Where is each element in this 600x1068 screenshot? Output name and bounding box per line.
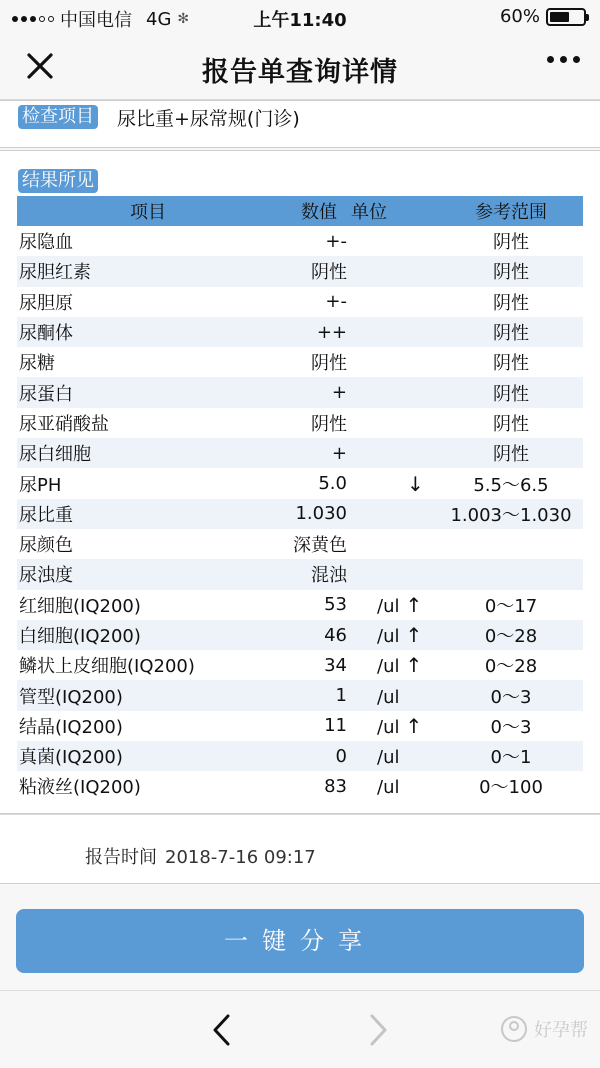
result-unit-cell (347, 559, 439, 589)
browser-toolbar (0, 990, 600, 1068)
result-unit-cell (347, 256, 439, 286)
result-item-name: 尿亚硝酸盐 (19, 413, 109, 435)
result-reference: 阴性 (439, 317, 583, 347)
result-row (17, 347, 583, 377)
watermark-text: 好孕帮 (534, 1020, 588, 1041)
result-unit: /ul (377, 686, 400, 708)
result-unit-cell (347, 680, 439, 710)
battery-icon (546, 8, 586, 26)
result-reference: 阴性 (493, 232, 529, 254)
result-item-name: 尿隐血 (19, 232, 73, 254)
clock: 上午11:40 (253, 10, 347, 31)
result-value: 5.0 (318, 473, 347, 495)
result-unit-cell (347, 377, 439, 407)
result-row (17, 741, 583, 771)
result-unit-cell (347, 711, 439, 741)
share-button[interactable]: 一键分享 (16, 909, 584, 973)
result-unit-cell (347, 408, 439, 438)
result-value: 83 (324, 775, 347, 797)
network-type: 4G (146, 8, 172, 30)
result-row (17, 771, 583, 801)
activity-spinner-icon: ✻ (177, 11, 190, 27)
result-value: 46 (279, 620, 347, 650)
result-unit: /ul (377, 656, 400, 678)
result-unit: /ul (377, 626, 400, 647)
abnormal-flag-icon: ↑ (405, 592, 423, 617)
result-item-name: 尿白细胞 (17, 438, 279, 468)
result-row (17, 559, 583, 589)
result-reference: 阴性 (493, 353, 529, 375)
exam-card (0, 100, 600, 148)
result-value: 阴性 (279, 256, 347, 286)
result-item-name: 尿酮体 (17, 317, 279, 347)
result-item-name: 白细胞(IQ200) (17, 620, 279, 650)
result-value: +- (325, 230, 347, 252)
result-unit-cell (347, 499, 439, 529)
results-tag: 结果所见 (18, 169, 98, 193)
result-value: 1.030 (279, 499, 347, 529)
result-unit-cell (347, 590, 439, 620)
result-row (17, 590, 583, 620)
exam-tag: 检查项目 (18, 105, 98, 129)
result-value: 0 (279, 741, 347, 771)
result-value: 混浊 (279, 559, 347, 589)
column-header-item: 项目 (17, 196, 279, 226)
result-row (17, 226, 583, 256)
result-value: + (279, 377, 347, 407)
results-card (0, 150, 600, 814)
result-item-name: 结晶(IQ200) (19, 716, 123, 738)
result-value: 11 (324, 715, 347, 737)
result-value: 1 (279, 680, 347, 710)
result-reference: 阴性 (439, 377, 583, 407)
result-item-name: 尿浊度 (17, 559, 279, 589)
results-table (17, 196, 583, 802)
result-reference: 5.5～6.5 (473, 474, 549, 496)
result-item-name: 尿胆原 (19, 292, 73, 314)
result-value: +- (325, 291, 347, 313)
hyb-logo-icon (500, 1015, 528, 1043)
result-reference: 阴性 (493, 292, 529, 314)
result-reference: 阴性 (439, 438, 583, 468)
report-time-label: 报告时间 (85, 847, 157, 868)
abnormal-flag-icon: ↓ (407, 471, 424, 496)
result-reference: 阴性 (493, 413, 529, 435)
battery-percent: 60% (499, 6, 540, 27)
result-reference: 0～28 (439, 620, 583, 650)
result-item-name: 红细胞(IQ200) (19, 595, 141, 617)
result-item-name: 尿糖 (19, 353, 55, 375)
result-row (17, 499, 583, 529)
result-reference: 0～1 (439, 741, 583, 771)
result-value: 深黄色 (293, 535, 347, 557)
result-value: + (279, 438, 347, 468)
watermark (500, 1015, 588, 1043)
exam-name: 尿比重+尿常规(门诊) (117, 108, 300, 130)
result-value: 34 (324, 654, 347, 676)
more-options-icon[interactable] (547, 56, 580, 63)
result-item-name: 鳞状上皮细胞(IQ200) (19, 656, 195, 678)
result-row (17, 438, 583, 468)
result-row (17, 529, 583, 559)
result-unit: /ul (377, 716, 400, 738)
abnormal-flag-icon: ↑ (405, 653, 423, 678)
column-header-value: 数值 (279, 196, 347, 226)
page-title: 报告单查询详情 (202, 57, 398, 88)
carrier-name: 中国电信 (60, 10, 132, 31)
result-reference: 0～3 (490, 716, 532, 738)
result-item-name: 真菌(IQ200) (17, 741, 279, 771)
result-unit-cell (347, 620, 439, 650)
report-time-value: 2018-7-16 09:17 (165, 847, 316, 868)
result-unit-cell (347, 468, 439, 498)
column-header-reference: 参考范围 (439, 196, 583, 226)
results-header-row (17, 196, 583, 226)
result-unit: /ul (377, 777, 400, 799)
result-value: ++ (279, 317, 347, 347)
result-reference: 0～17 (484, 595, 538, 617)
forward-arrow-icon[interactable] (364, 1013, 392, 1047)
result-row (17, 408, 583, 438)
result-unit-cell (347, 287, 439, 317)
result-item-name: 尿蛋白 (17, 377, 279, 407)
result-unit-cell (347, 529, 439, 559)
result-unit-cell (347, 317, 439, 347)
back-arrow-icon[interactable] (208, 1013, 236, 1047)
result-unit: /ul (377, 595, 400, 617)
result-reference: 1.003～1.030 (439, 499, 583, 529)
result-value: 阴性 (311, 353, 347, 375)
result-unit-cell (347, 438, 439, 468)
result-reference (439, 559, 583, 589)
result-item-name: 管型(IQ200) (17, 680, 279, 710)
result-row (17, 650, 583, 680)
result-row (17, 468, 583, 498)
result-unit-cell (347, 347, 439, 377)
report-time-card (0, 814, 600, 884)
result-unit: /ul (377, 747, 400, 769)
result-row (17, 317, 583, 347)
result-item-name: 粘液丝(IQ200) (19, 777, 141, 799)
result-row (17, 377, 583, 407)
result-unit-cell (347, 226, 439, 256)
result-item-name: 尿PH (19, 474, 62, 496)
result-value: 53 (324, 594, 347, 616)
result-item-name: 尿胆红素 (17, 256, 279, 286)
result-unit-cell (347, 650, 439, 680)
result-item-name: 尿颜色 (19, 535, 73, 557)
result-value: 阴性 (311, 413, 347, 435)
result-row (17, 680, 583, 710)
result-reference: 0～28 (484, 656, 538, 678)
result-row (17, 287, 583, 317)
result-row (17, 256, 583, 286)
result-reference (439, 529, 583, 559)
result-row (17, 711, 583, 741)
result-reference: 阴性 (439, 256, 583, 286)
result-item-name: 尿比重 (17, 499, 279, 529)
column-header-unit: 单位 (347, 196, 439, 226)
result-reference: 0～100 (479, 777, 543, 799)
nav-bar (0, 34, 600, 100)
result-unit-cell (347, 771, 439, 801)
status-bar (0, 0, 600, 34)
abnormal-flag-icon: ↑ (405, 623, 423, 647)
result-unit-cell (347, 741, 439, 771)
result-row (17, 620, 583, 650)
result-reference: 0～3 (439, 680, 583, 710)
abnormal-flag-icon: ↑ (405, 713, 423, 738)
